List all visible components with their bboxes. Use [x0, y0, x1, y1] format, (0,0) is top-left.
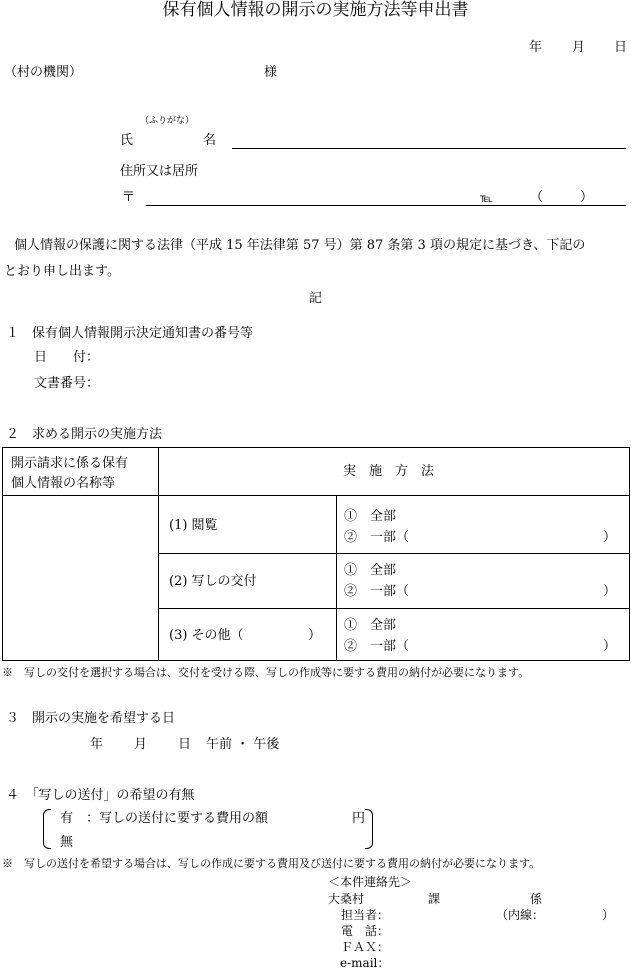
- method-row-2-close-paren: ）: [603, 584, 617, 599]
- date-year-label: 年: [529, 40, 543, 55]
- am-pm-choice[interactable]: 午前 ・ 午後: [206, 737, 280, 752]
- contact-fax-label: ＦＡＸ：: [341, 940, 390, 954]
- contact-ka: 課: [428, 892, 441, 906]
- contact-email-label: e-mail：: [340, 956, 390, 970]
- notice-date-label: 日 付：: [34, 350, 100, 365]
- col2-header: 実 施 方 法: [343, 464, 435, 479]
- section4-note: ※ 写しの送付を希望する場合は、写しの作成に要する費用及び送付に要する費用の納付が必要になります。: [2, 857, 541, 870]
- tel-label: ℡: [480, 191, 493, 205]
- contact-village: 大桑村: [328, 892, 365, 906]
- ki-label: 記: [309, 291, 323, 306]
- document-title: 保有個人情報の開示の実施方法等申出書: [162, 0, 469, 20]
- address-input-line[interactable]: [146, 205, 626, 206]
- left-bracket: [43, 809, 51, 849]
- section4-heading: ４ 「写しの送付」の希望の有無: [6, 788, 195, 803]
- method-row-3-option-part[interactable]: ② 一部（: [344, 639, 410, 654]
- mailing-yes-option[interactable]: 有 ：写しの送付に要する費用の額: [60, 811, 269, 826]
- table-col-divider: [158, 448, 159, 660]
- name-label-1: 氏: [120, 133, 134, 148]
- tel-paren-close: ）: [580, 190, 594, 205]
- method-row-1-option-all[interactable]: ① 全部: [344, 509, 397, 524]
- date-month-label: 月: [572, 40, 586, 55]
- notice-doc-number-label: 文書番号：: [34, 376, 100, 391]
- method-row-1-label[interactable]: (1) 閲覧: [169, 518, 218, 533]
- method-row-1-close-paren: ）: [603, 530, 617, 545]
- contact-person-label: 担当者：: [341, 908, 390, 922]
- info-name-input-area[interactable]: [3, 496, 157, 660]
- method-row-2-option-all[interactable]: ① 全部: [344, 563, 397, 578]
- table-row-divider-2: [158, 608, 629, 609]
- contact-extension-label: （内線：: [496, 908, 545, 922]
- addressee-honorific: 様: [264, 65, 278, 80]
- method-row-3-label[interactable]: (3) その他（: [169, 628, 244, 643]
- name-input-line[interactable]: [232, 148, 626, 149]
- postal-mark: 〒: [122, 190, 136, 205]
- preferred-month-label: 月: [134, 737, 148, 752]
- preferred-year-label: 年: [90, 737, 104, 752]
- contact-kakari: 係: [530, 892, 543, 906]
- method-row-3-option-close-paren: ）: [603, 639, 617, 654]
- table-subcol-divider: [336, 496, 337, 660]
- preferred-day-label: 日: [178, 737, 192, 752]
- section3-heading: ３ 開示の実施を希望する日: [6, 711, 176, 726]
- disclosure-method-table: [2, 447, 630, 661]
- contact-phone-label: 電 話：: [341, 924, 390, 938]
- addressee-org: （村の機関）: [4, 65, 83, 80]
- furigana-label: （ふりがな）: [140, 116, 195, 126]
- intro-line-2: とおり申し出ます。: [4, 264, 120, 279]
- method-row-2-option-part[interactable]: ② 一部（: [344, 584, 410, 599]
- right-bracket: [365, 809, 373, 849]
- name-label-2: 名: [203, 133, 217, 148]
- method-row-1-option-part[interactable]: ② 一部（: [344, 530, 410, 545]
- section2-note: ※ 写しの交付を選択する場合は、交付を受ける際、写しの作成等に要する費用の納付が必要になります。: [2, 666, 530, 679]
- method-row-3-close-paren: ）: [308, 628, 322, 643]
- contact-heading: ＜本件連絡先＞: [328, 875, 413, 889]
- col1-header-line1: 開示請求に係る保有: [11, 456, 129, 471]
- date-day-label: 日: [614, 40, 628, 55]
- table-row-divider-1: [158, 553, 629, 554]
- col1-header-line2: 個人情報の名称等: [11, 476, 116, 491]
- tel-paren-open: （: [530, 190, 544, 205]
- method-row-3-option-all[interactable]: ① 全部: [344, 618, 397, 633]
- method-row-2-label[interactable]: (2) 写しの交付: [169, 574, 257, 589]
- section2-heading: ２ 求める開示の実施方法: [6, 427, 163, 442]
- address-label: 住所又は居所: [120, 164, 199, 179]
- intro-line-1: 個人情報の保護に関する法律（平成 15 年法律第 57 号）第 87 条第 3 項の規定に基づき、下記の: [14, 238, 586, 253]
- mailing-no-option[interactable]: 無: [60, 835, 74, 850]
- contact-extension-close: ）: [602, 908, 615, 922]
- yen-label: 円: [352, 811, 366, 826]
- section1-heading: １ 保有個人情報開示決定通知書の番号等: [6, 326, 254, 341]
